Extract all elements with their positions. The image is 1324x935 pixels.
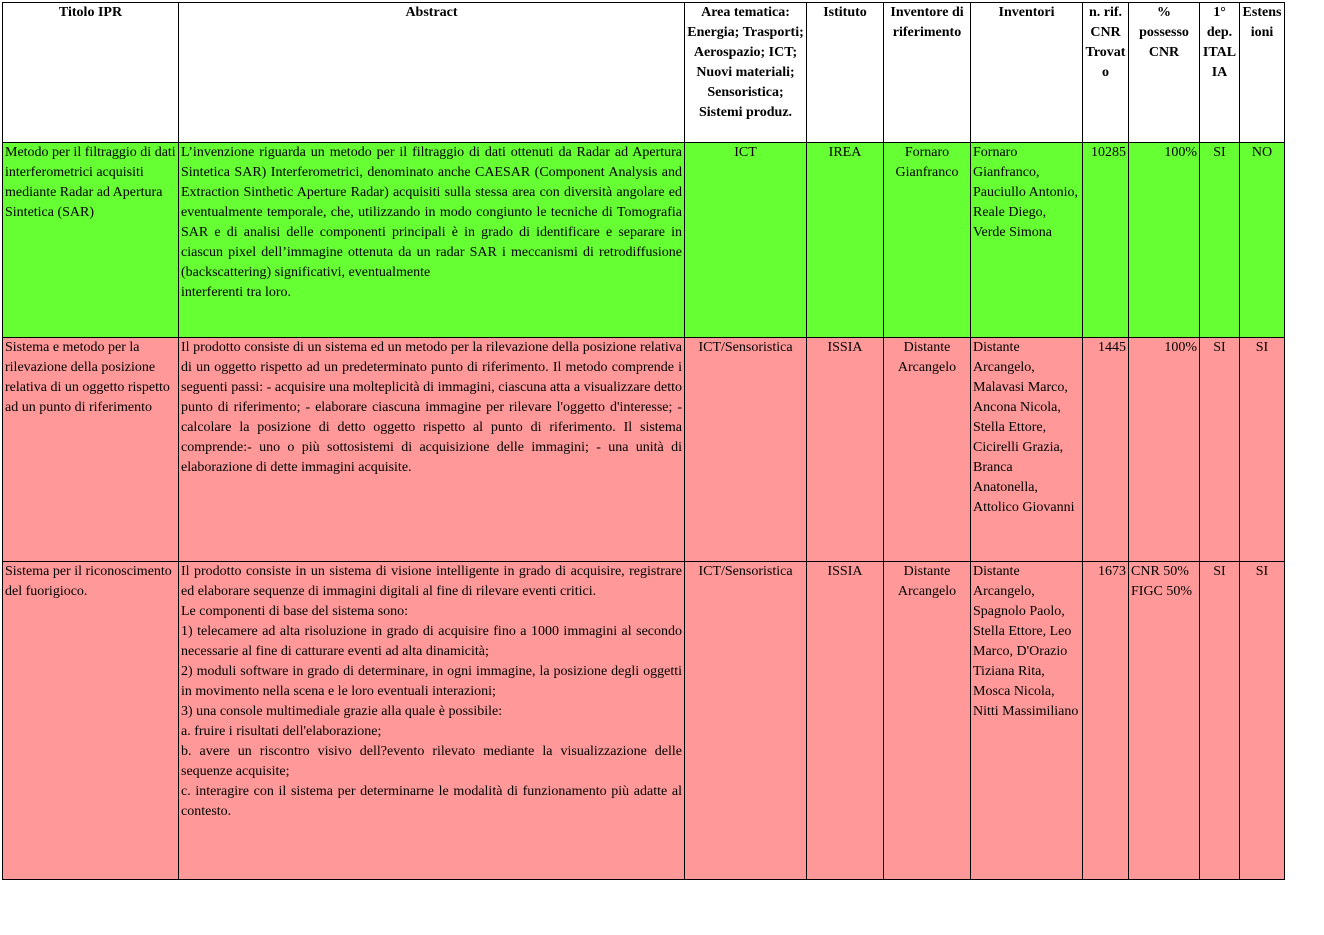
header-inventore-rif: Inventore di riferimento xyxy=(884,3,971,143)
cell-istituto: ISSIA xyxy=(807,562,884,880)
header-dep-italia: 1° dep. ITALIA xyxy=(1200,3,1240,143)
abstract-paragraph: b. avere un riscontro visivo dell?evento rilevato mediante la visualizzazione delle sequenze acquisite; xyxy=(181,744,682,779)
abstract-paragraph: Le componenti di base del sistema sono: xyxy=(181,604,409,619)
cell-dep-italia: SI xyxy=(1200,562,1240,880)
header-abstract: Abstract xyxy=(179,3,685,143)
cell-possesso: CNR 50% FIGC 50% xyxy=(1129,562,1200,880)
cell-istituto: IREA xyxy=(807,143,884,338)
cell-inventore-rif: Distante Arcangelo xyxy=(884,562,971,880)
cell-estensioni: SI xyxy=(1240,338,1285,562)
abstract-paragraph: c. interagire con il sistema per determinarne le modalità di funzionamento più adatte al contesto. xyxy=(181,784,682,819)
header-inventori: Inventori xyxy=(971,3,1083,143)
cell-estensioni: NO xyxy=(1240,143,1285,338)
cell-titolo: Metodo per il filtraggio di dati interferometrici acquisiti mediante Radar ad Apertura Sintetica (SAR) xyxy=(3,143,179,338)
cell-abstract xyxy=(179,143,685,338)
cell-n-rif: 10285 xyxy=(1083,143,1129,338)
table-row xyxy=(3,143,1285,338)
abstract-paragraph: L’invenzione riguarda un metodo per il filtraggio di dati ottenuti da Radar ad Apertura Sintetica SAR) Interferometrici, denominato anche CAESAR (Component Analysis and Extraction Sinthetic Aperture Radar) acquisiti sulla stessa area con diversità angolare ed eventualmente temporale, che, utilizzando in modo congiunto le tecniche di Tomografia SAR e di analisi delle componenti principali è in grado di identificare e separare in ciascun pixel dell’immagine ottenuta da un radar SAR i meccanismi di retrodiffusione (backscattering) significativi, eventualmente xyxy=(181,145,682,280)
cell-inventori: Distante Arcangelo, Malavasi Marco, Ancona Nicola, Stella Ettore, Cicirelli Grazia, Branca Anatonella, Attolico Giovanni xyxy=(971,338,1083,562)
abstract-paragraph: Il prodotto consiste di un sistema ed un metodo per la rilevazione della posizione relativa di un oggetto rispetto ad un predeterminato punto di riferimento. Il metodo comprende i seguenti passi: - acquisire una molteplicità di immagini, ciascuna atta a visualizzare detto punto di riferimento; - elaborare ciascuna immagine per rilevare l'oggetto d'interesse; - calcolare la posizione di detto oggetto rispetto al punto di riferimento. Il sistema comprende:- uno o più sottosistemi di acquisizione delle immagini; - una unità di elaborazione di dette immagini acquisite. xyxy=(181,340,682,475)
cell-inventore-rif: Distante Arcangelo xyxy=(884,338,971,562)
header-estensioni: Estensioni xyxy=(1240,3,1285,143)
cell-titolo: Sistema per il riconoscimento del fuorigioco. xyxy=(3,562,179,880)
cell-area: ICT/Sensoristica xyxy=(685,562,807,880)
cell-area: ICT/Sensoristica xyxy=(685,338,807,562)
cell-titolo: Sistema e metodo per la rilevazione della posizione relativa di un oggetto rispetto ad un punto di riferimento xyxy=(3,338,179,562)
cell-possesso: 100% xyxy=(1129,338,1200,562)
abstract-paragraph: Il prodotto consiste in un sistema di visione intelligente in grado di acquisire, registrare ed elaborare sequenze di immagini digitali al fine di rilevare eventi critici. xyxy=(181,564,682,599)
cell-area: ICT xyxy=(685,143,807,338)
cell-n-rif: 1673 xyxy=(1083,562,1129,880)
header-possesso: % possesso CNR xyxy=(1129,3,1200,143)
cell-istituto: ISSIA xyxy=(807,338,884,562)
cell-n-rif: 1445 xyxy=(1083,338,1129,562)
abstract-paragraph: 3) una console multimediale grazie alla quale è possibile: xyxy=(181,704,503,719)
cell-inventori: Fornaro Gianfranco, Pauciullo Antonio, Reale Diego, Verde Simona xyxy=(971,143,1083,338)
abstract-paragraph: 1) telecamere ad alta risoluzione in grado di acquisire fino a 1000 immagini al secondo necessarie al fine di catturare eventi ad alta dinamicità; xyxy=(181,624,682,659)
cell-abstract xyxy=(179,562,685,880)
header-titolo: Titolo IPR xyxy=(3,3,179,143)
cell-estensioni: SI xyxy=(1240,562,1285,880)
table-row xyxy=(3,562,1285,880)
header-row xyxy=(3,3,1285,143)
cell-dep-italia: SI xyxy=(1200,338,1240,562)
header-n-rif: n. rif. CNR Trovato xyxy=(1083,3,1129,143)
abstract-paragraph: 2) moduli software in grado di determinare, in ogni immagine, la posizione degli oggetti in movimento nella scena e le loro eventuali interazioni; xyxy=(181,664,682,699)
cell-abstract xyxy=(179,338,685,562)
table-row xyxy=(3,338,1285,562)
abstract-paragraph: interferenti tra loro. xyxy=(181,285,292,300)
cell-inventori: Distante Arcangelo, Spagnolo Paolo, Stella Ettore, Leo Marco, D'Orazio Tiziana Rita, Mosca Nicola, Nitti Massimiliano xyxy=(971,562,1083,880)
abstract-paragraph: a. fruire i risultati dell'elaborazione; xyxy=(181,724,382,739)
ipr-table xyxy=(2,2,1285,880)
cell-possesso: 100% xyxy=(1129,143,1200,338)
header-area: Area tematica: Energia; Trasporti; Aerospazio; ICT; Nuovi materiali; Sensoristica; Sistemi produz. xyxy=(685,3,807,143)
cell-inventore-rif: Fornaro Gianfranco xyxy=(884,143,971,338)
cell-dep-italia: SI xyxy=(1200,143,1240,338)
header-istituto: Istituto xyxy=(807,3,884,143)
